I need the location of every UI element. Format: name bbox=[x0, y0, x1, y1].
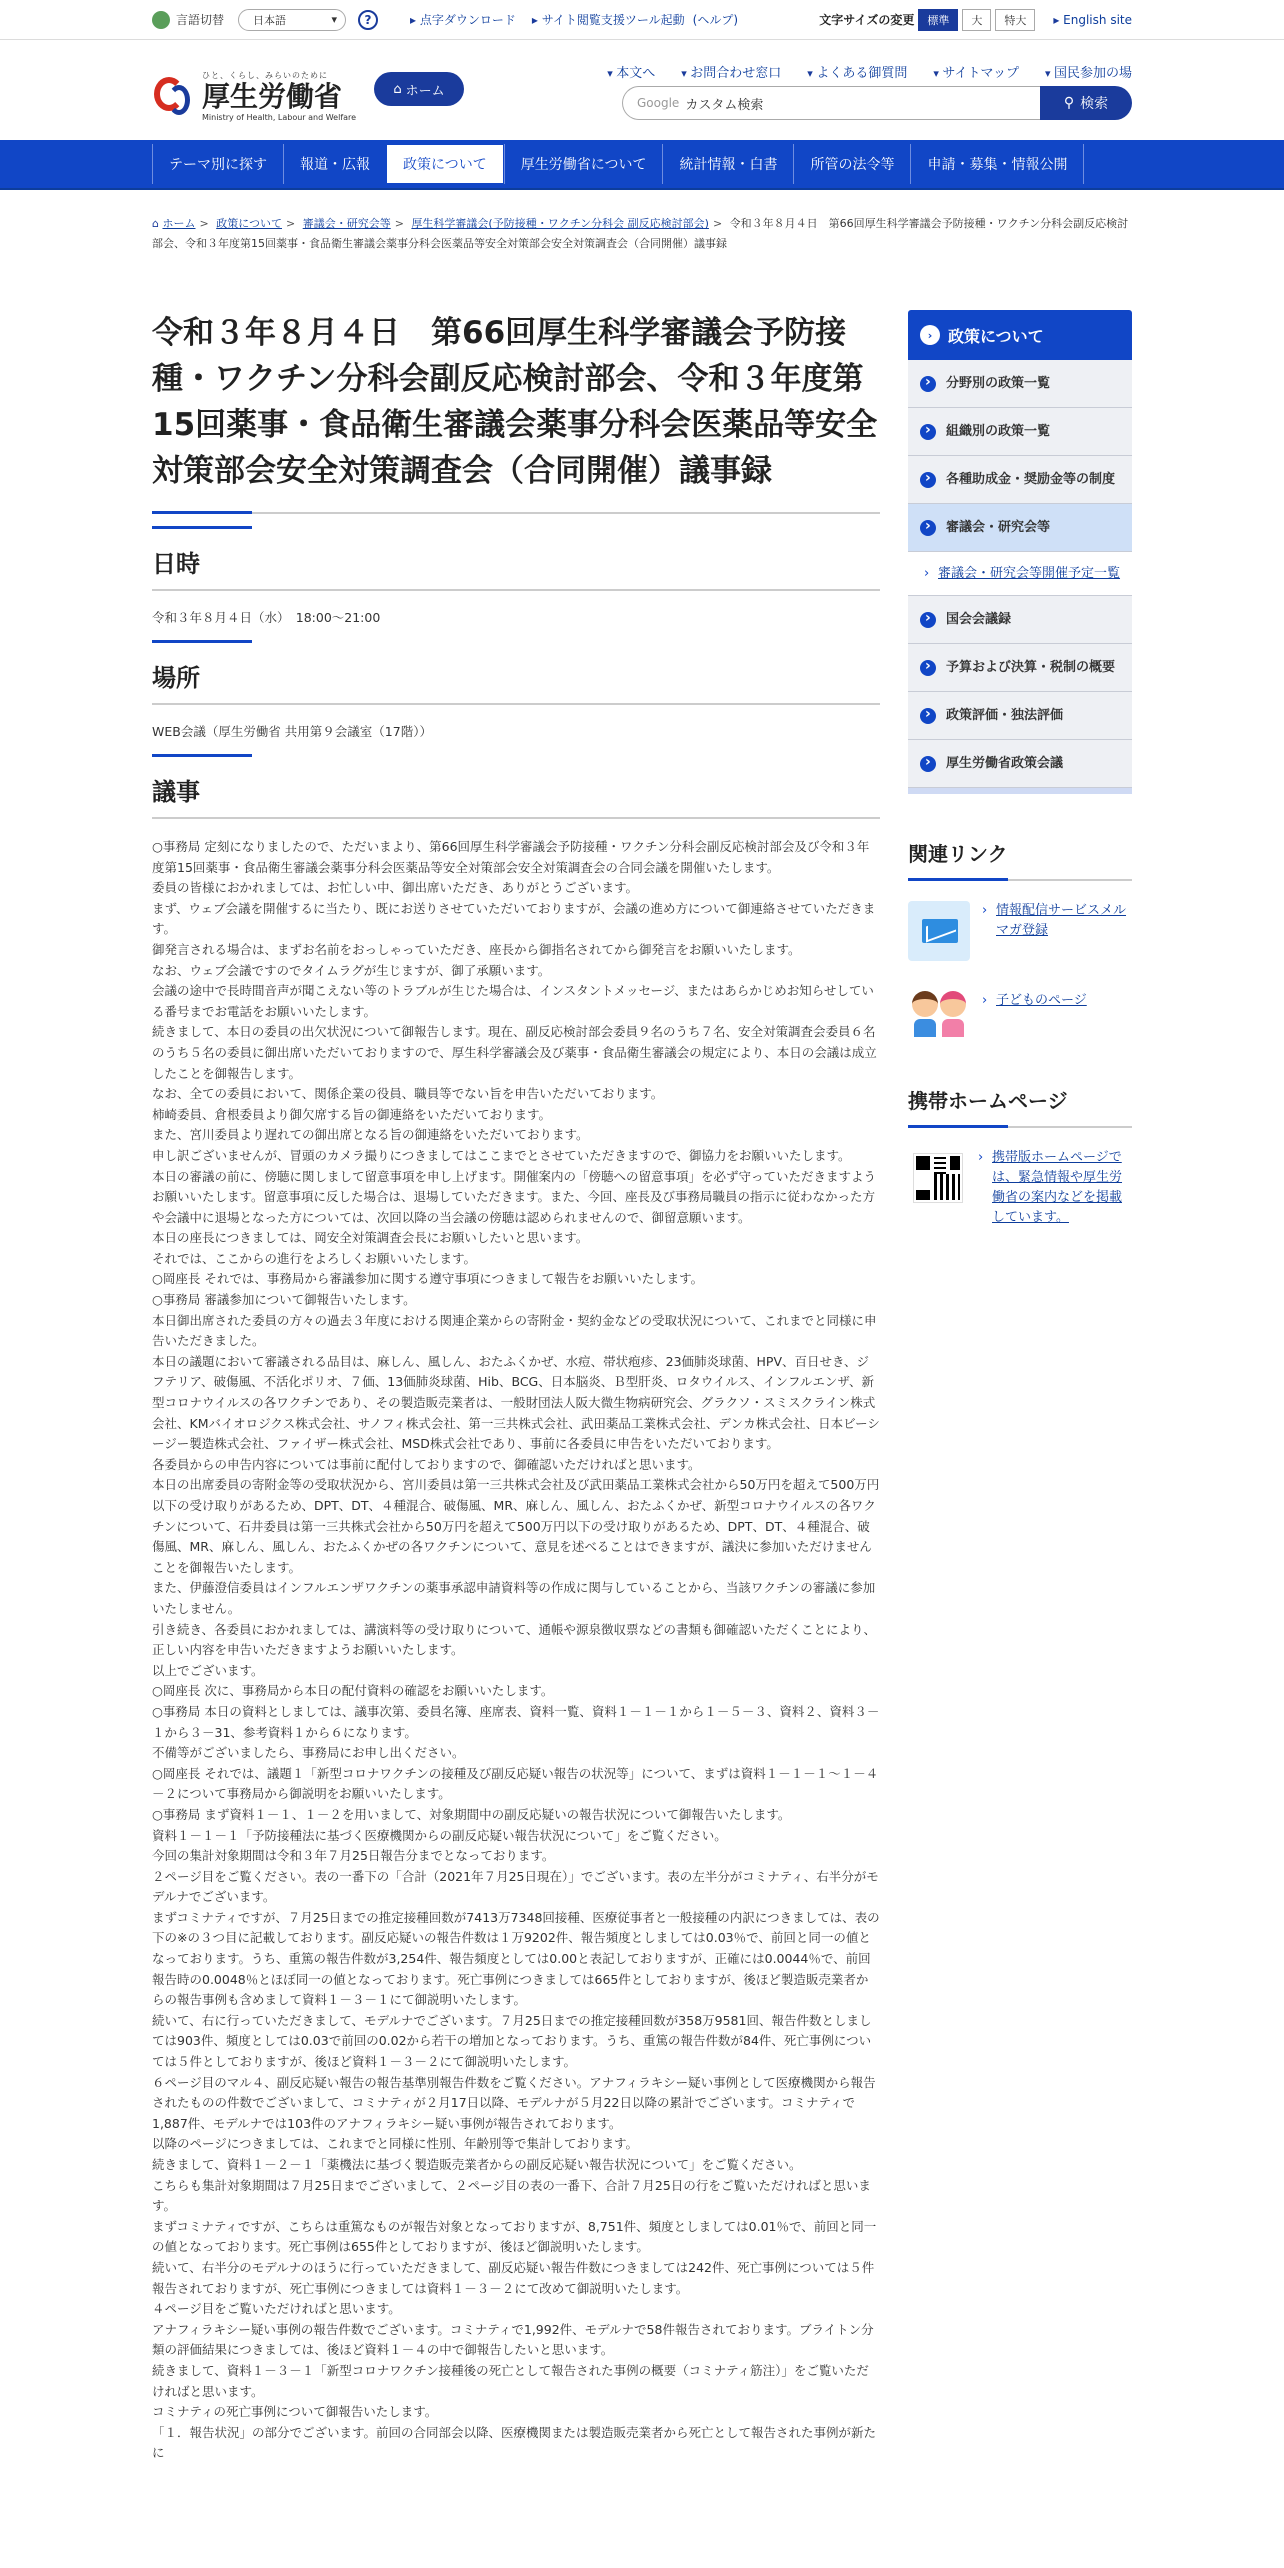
search-placeholder: カスタム検索 bbox=[685, 97, 764, 113]
minutes-paragraph: ○岡座長 それでは、事務局から審議参加に関する遵守事項につきまして報告をお願いいたします。 bbox=[152, 1271, 704, 1287]
minutes-paragraph: また、宮川委員より遅れての御出席となる旨の御連絡をいただいております。 bbox=[152, 1127, 589, 1143]
breadcrumb-councils[interactable]: 審議会・研究会等 bbox=[302, 217, 391, 230]
logo-title: 厚生労働省 bbox=[202, 80, 343, 113]
font-size-label: 文字サイズの変更 bbox=[819, 13, 915, 27]
search-input[interactable] bbox=[622, 86, 1040, 120]
help-link[interactable]: (ヘルプ) bbox=[692, 13, 739, 27]
minutes-paragraph: 引き続き、各委員におかれましては、講演料等の受け取りについて、通帳や源泉徴収票などの書類も御確認いただくことにより、正しい内容を申告いただきますようお願いいたします。 bbox=[152, 1621, 877, 1658]
minutes-section bbox=[152, 772, 880, 2464]
minutes-paragraph: ２ページ目をご覧ください。表の一番下の「合計（2021年７月25日現在）」でございます。表の左半分がコミナティ、右半分がモデルナでございます。 bbox=[152, 1868, 879, 1905]
sidebar-item-grants[interactable]: 各種助成金・奨励金等の制度 › bbox=[908, 456, 1132, 504]
site-header bbox=[0, 40, 1284, 140]
sidebar bbox=[908, 310, 1132, 2464]
mobile-heading: 携帯ホームページ bbox=[908, 1085, 1132, 1128]
minutes-paragraph: まずコミナティですが、７月25日までの推定接種回数が7413万7348回接種、医療従事者と一般接種の内訳につきましては、表の下の※の３つ目に記載しております。副反応疑いの報告件数は１万9202件、報告頻度としましては0.03％で、前回と同一の値となっております。うち、重篤の報告件数が3,254件、報告頻度としては0.00と表記しておりますが、正確には0.0044％で、前回報告時の0.0048％とほぼ同一の値となっております。死亡事例につきましては665件としておりますが、後ほど製造販売業者からの報告事例も含めまして資料１－３－１にて御説明いたします。 bbox=[152, 1909, 880, 2008]
minutes-paragraph: 本日の審議の前に、傍聴に関しまして留意事項を申し上げます。開催案内の「傍聴への留意事項」を必ず守っていただきますようお願いいたします。留意事項に反した場合は、退場していただきます。また、今回、座長及び事務局職員の指示に従わなかった方や会議中に退場となった方については、次回以降の当会議の傍聴は認められませんので、御留意願います。 bbox=[152, 1168, 877, 1225]
nav-applications[interactable]: 申請・募集・情報公開 bbox=[910, 144, 1084, 184]
font-size-xlarge-button[interactable]: 特大 bbox=[995, 9, 1035, 31]
main-content bbox=[152, 310, 880, 2464]
minutes-paragraph: 本日の議題において審議される品目は、麻しん、風しん、おたふくかぜ、水痘、帯状疱疹、23価肺炎球菌、HPV、百日せき、ジフテリア、破傷風、不活化ポリオ、７価、13価肺炎球菌、Hib、BCG、日本脳炎、Ｂ型肝炎、ロタウイルス、インフルエンザ、新型コロナウイルスの各ワクチンであり、その製造販売業者は、一般財団法人阪大微生物病研究会、グラクソ・スミスクライン株式会社、KMバイオロジクス株式会社、サノフィ株式会社、第一三共株式会社、武田薬品工業株式会社、デンカ株式会社、日本ビーシージー製造株式会社、ファイザー株式会社、MSD株式会社であり、事前に各委員に申告をいただいております。 bbox=[152, 1353, 880, 1452]
english-site-link[interactable]: ▸ English site bbox=[1053, 13, 1132, 27]
mobile-site-link[interactable]: 携帯版ホームページでは、緊急情報や厚生労働省の案内などを掲載しています。 bbox=[992, 1150, 1123, 1225]
global-nav bbox=[0, 140, 1284, 190]
sidebar-item-diet-records[interactable]: 国会会議録 › bbox=[908, 596, 1132, 644]
minutes-paragraph: まずコミナティですが、こちらは重篤なものが報告対象となっておりますが、8,751件、頻度としましては0.01％で、前回と同一の値となっております。死亡事例は655件としておりますが、後ほど御説明いたします。 bbox=[152, 2218, 877, 2255]
home-button[interactable] bbox=[374, 72, 464, 106]
chevron-right-icon: › bbox=[920, 325, 940, 345]
minutes-paragraph: ○岡座長 それでは、議題１「新型コロナワクチンの接種及び副反応疑い報告の状況等」について、まずは資料１－１－１～１－４－２について事務局から御説明をお願いいたします。 bbox=[152, 1765, 879, 1802]
minutes-paragraph: 続いて、右に行っていただきまして、モデルナでございます。７月25日までの推定接種回数が358万9581回、報告件数としましては903件、頻度としては0.03で前回の0.02から若干の増加となっております。うち、重篤の報告件数が84件、死亡事例については５件としておりますが、後ほど資料１－３－２にて御説明いたします。 bbox=[152, 2012, 872, 2070]
header-links bbox=[581, 62, 1132, 81]
children-icon[interactable] bbox=[908, 981, 970, 1041]
sidebar-heading-label: 政策について bbox=[948, 326, 1044, 346]
sidebar-item-by-org[interactable]: 組織別の政策一覧 › bbox=[908, 408, 1132, 456]
minutes-paragraph: コミナティの死亡事例について御報告いたします。 bbox=[152, 2404, 438, 2420]
minutes-paragraph: なお、全ての委員において、関係企業の役員、職員等でない旨を申告いただいております。 bbox=[152, 1086, 664, 1102]
minutes-paragraph: 柿崎委員、倉根委員より御欠席する旨の御連絡をいただいております。 bbox=[152, 1106, 552, 1122]
page-title: 令和３年８月４日 第66回厚生科学審議会予防接種・ワクチン分科会副反応検討部会、令和３年度第15回薬事・食品衛生審議会薬事分科会医薬品等安全対策部会安全対策調査会（合同開催）議事録 bbox=[152, 310, 880, 514]
language-switch-label: 言語切替 bbox=[176, 13, 225, 27]
minutes-paragraph: 本日の座長につきましては、岡安全対策調査会長にお願いしたいと思います。 bbox=[152, 1230, 589, 1246]
minutes-paragraph: 以降のページにつきましては、これまでと同様に性別、年齢別等で集計しております。 bbox=[152, 2136, 639, 2152]
minutes-paragraph: こちらも集計対象期間は７月25日までございまして、２ページ目の表の一番下、合計７月25日の行をご覧いただければと思います。 bbox=[152, 2177, 871, 2214]
minutes-paragraph: ６ページ目のマル４、副反応疑い報告の報告基準別報告件数をご覧ください。アナフィラキシー疑い事例として医療機関から報告されたものの件数でございまして、コミナティが２月17日以降、モデルナが５月22日以降の累計でございます。コミナティで1,887件、モデルナでは103件のアナフィラキシー疑い事例が報告されております。 bbox=[152, 2074, 876, 2131]
nav-press[interactable]: 報道・広報 bbox=[283, 144, 386, 184]
minutes-paragraph: ○事務局 まず資料１－１、１－２を用いまして、対象期間中の副反応疑いの報告状況について御報告いたします。 bbox=[152, 1806, 791, 1822]
nav-policy[interactable]: 政策について bbox=[386, 144, 504, 184]
faq-link[interactable]: ▾ よくある御質問 bbox=[807, 62, 907, 81]
mailmag-link[interactable]: 情報配信サービスメルマガ登録 bbox=[996, 903, 1127, 938]
chevron-down-icon: ▾ bbox=[331, 13, 338, 26]
minutes-paragraph: 続きまして、資料１－３－１「新型コロナワクチン接種後の死亡として報告された事例の概要（コミナティ筋注）」をご覧いただければと思います。 bbox=[152, 2362, 869, 2399]
breadcrumb: ⌂ ホーム > 政策について > 審議会・研究会等 > 厚生科学審議会(予防接種・ワクチン分科会 副反応検討部会) > 令和３年８月４日 第66回厚生科学審議会予防接種・ワクチン分科会副反応検討部会、令和３年度第15回薬事・食品衛生審議会薬事分科会医薬品等安全対策部会安全対策調査会（合同開催）議事録 bbox=[152, 217, 1129, 250]
browsing-support-link[interactable]: ▸ サイト閲覧支援ツール起動 bbox=[532, 11, 685, 28]
minutes-paragraph: ○事務局 審議参加について御報告いたします。 bbox=[152, 1292, 416, 1308]
search-button-label: 検索 bbox=[1080, 96, 1109, 112]
sidebar-sub-schedule bbox=[908, 552, 1132, 596]
logo-mark-icon bbox=[152, 71, 196, 121]
place-section bbox=[152, 658, 880, 742]
sidebar-item-policy-council[interactable]: 厚生労働省政策会議 › bbox=[908, 740, 1132, 788]
datetime-text: 令和３年８月４日（水） 18:00～21:00 bbox=[152, 610, 381, 625]
house-icon: ⌂ bbox=[152, 217, 159, 230]
minutes-paragraph: まず、ウェブ会議を開催するに当たり、既にお送りさせていただいておりますが、会議の進め方について御連絡させていただきます。 bbox=[152, 900, 876, 937]
language-select[interactable] bbox=[238, 9, 346, 31]
minutes-paragraph: 会議の途中で長時間音声が聞こえない等のトラブルが生じた場合は、インスタントメッセージ、またはあらかじめお知らせしている番号までお電話をお願いいたします。 bbox=[152, 983, 874, 1019]
minutes-paragraph: 続いて、右半分のモデルナのほうに行っていただきまして、副反応疑い報告件数につきましては242件、死亡事例については５件報告されておりますが、死亡事例につきましては資料１－３－２にて改めて御説明いたします。 bbox=[152, 2259, 875, 2296]
datetime-heading: 日時 bbox=[152, 544, 880, 591]
minutes-paragraph: ○事務局 本日の資料としましては、議事次第、委員名簿、座席表、資料一覧、資料１－１－１から１－５－３、資料２、資料３－１から３－31、参考資料１から６になります。 bbox=[152, 1703, 880, 1740]
related-item-mailmag bbox=[908, 901, 1132, 961]
minutes-paragraph: 資料１－１－１「予防接種法に基づく医療機関からの副反応疑い報告状況について」をご覧ください。 bbox=[152, 1827, 727, 1843]
minutes-paragraph: 本日御出席された委員の方々の過去３年度における関連企業からの寄附金・契約金などの受取状況について、これまでと同様に申告いただきました。 bbox=[152, 1312, 877, 1349]
public-participation-link[interactable]: ▾ 国民参加の場 bbox=[1045, 62, 1132, 81]
minutes-heading: 議事 bbox=[152, 772, 880, 819]
nav-statistics[interactable]: 統計情報・白書 bbox=[662, 144, 793, 184]
qr-code-icon bbox=[914, 1154, 962, 1202]
logo-tagline: ひと、くらし、みらいのために bbox=[202, 71, 328, 80]
minutes-paragraph: アナフィラキシー疑い事例の報告件数でございます。コミナティで1,992件、モデルナで58件報告されております。ブライトン分類の評価結果につきましては、後ほど資料１－４の中で御報告したいと思います。 bbox=[152, 2321, 874, 2358]
sidebar-item-councils[interactable]: 審議会・研究会等 › bbox=[908, 504, 1132, 552]
minutes-paragraph: 各委員からの申告内容については事前に配付しておりますので、御確認いただければと思います。 bbox=[152, 1456, 701, 1472]
utility-bar bbox=[0, 0, 1284, 40]
breadcrumb-home[interactable]: ホーム bbox=[162, 217, 196, 230]
minutes-paragraph: 以上でございます。 bbox=[152, 1662, 264, 1678]
font-size-standard-button[interactable]: 標準 bbox=[918, 9, 958, 31]
minutes-paragraph: 続きまして、資料１－２－１「薬機法に基づく製造販売業者からの副反応疑い報告状況について」をご覧ください。 bbox=[152, 2157, 802, 2172]
minutes-paragraph: 続きまして、本日の委員の出欠状況について御報告します。現在、副反応検討部会委員９名のうち７名、安全対策調査会委員６名のうち５名の委員に御出席いただいておりますので、厚生科学審議会及び薬事・食品衛生審議会の規定により、本日の会議は成立したことを御報告します。 bbox=[152, 1024, 877, 1081]
nav-about[interactable]: 厚生労働省について bbox=[504, 144, 663, 184]
house-icon: ⌂ bbox=[393, 81, 402, 97]
skip-to-content-link[interactable]: ▾ 本文へ bbox=[607, 62, 655, 81]
minutes-paragraph: 本日の出席委員の寄附金等の受取状況から、宮川委員は第一三共株式会社及び武田薬品工業株式会社から50万円を超えて500万円以下の受け取りがあるため、DPT、DT、４種混合、破傷風、MR、麻しん、風しん、おたふくかぜ、新型コロナウイルスの各ワクチンについて、石井委員は第一三共株式会社から50万円を超えて500万円以下の受け取りがあるため、DPT、DT、４種混合、破傷風、MR、麻しん、風しん、おたふくかぜの各ワクチンについて、意見を述べることはできますが、議決に参加いただけませんことを御報告いたします。 bbox=[152, 1477, 880, 1575]
home-label: ホーム bbox=[405, 83, 445, 99]
sidebar-item-budget[interactable]: 予算および決算・税制の概要 › bbox=[908, 644, 1132, 692]
minutes-paragraph: ○岡座長 次に、事務局から本日の配付資料の確認をお願いいたします。 bbox=[152, 1683, 554, 1699]
minutes-paragraph: 今回の集計対象期間は令和３年７月25日報告分までとなっております。 bbox=[152, 1848, 555, 1864]
minutes-paragraph: 御発言される場合は、まずお名前をおっしゃっていただき、座長から御指名されてから御発言をお願いいたします。 bbox=[152, 941, 801, 957]
related-item-kids bbox=[908, 981, 1132, 1041]
nav-laws[interactable]: 所管の法令等 bbox=[793, 144, 910, 184]
logo-english: Ministry of Health, Labour and Welfare bbox=[202, 113, 357, 122]
globe-icon bbox=[152, 11, 170, 29]
help-icon[interactable]: ? bbox=[358, 10, 378, 30]
kids-page-link[interactable]: 子どものページ bbox=[996, 993, 1087, 1008]
sidebar-footer-bar bbox=[908, 788, 1132, 794]
mobile-item bbox=[908, 1148, 1132, 1228]
minutes-paragraph: 委員の皆様におかれましては、お忙しい中、御出席いただき、ありがとうございます。 bbox=[152, 880, 639, 896]
content-area bbox=[0, 310, 1284, 2464]
breadcrumb-current: 令和３年８月４日 第66回厚生科学審議会予防接種・ワクチン分科会副反応検討部会、令和３年度第15回薬事・食品衛生審議会薬事分科会医薬品等安全対策部会安全対策調査会（合同開催）議事録 bbox=[152, 217, 1129, 250]
sidebar-sub-schedule-link[interactable]: 審議会・研究会等開催予定一覧 bbox=[938, 566, 1121, 581]
minutes-paragraph: ○事務局 定刻になりましたので、ただいまより、第66回厚生科学審議会予防接種・ワクチン分科会副反応検討部会及び令和３年度第15回薬事・食品衛生審議会薬事分科会医薬品等安全対策部会安全対策調査会の合同会議を開催いたします。 bbox=[152, 839, 870, 875]
sidebar-item-evaluation[interactable]: 政策評価・独法評価 › bbox=[908, 692, 1132, 740]
braille-download-link[interactable]: ▸ 点字ダウンロード bbox=[410, 11, 516, 28]
envelope-icon[interactable] bbox=[908, 901, 970, 961]
minutes-paragraph: ４ページ目をご覧いただければと思います。 bbox=[152, 2301, 401, 2317]
search-form bbox=[622, 86, 1132, 120]
contact-link[interactable]: ▾ お問合わせ窓口 bbox=[681, 62, 781, 81]
place-text: WEB会議（厚生労働省 共用第９会議室（17階）） bbox=[152, 724, 432, 739]
sidebar-item-by-field[interactable]: 分野別の政策一覧 › bbox=[908, 360, 1132, 408]
minutes-paragraph: 「１．報告状況」の部分でございます。前回の合同部会以降、医療機関または製造販売業者から死亡として報告された事例が新たに bbox=[152, 2424, 877, 2461]
font-size-large-button[interactable]: 大 bbox=[962, 9, 991, 31]
breadcrumb-council-page[interactable]: 厚生科学審議会(予防接種・ワクチン分科会 副反応検討部会) bbox=[411, 217, 709, 230]
datetime-section bbox=[152, 544, 880, 628]
nav-themes[interactable]: テーマ別に探す bbox=[152, 144, 283, 184]
minutes-paragraph: 不備等がございましたら、事務局にお申し出ください。 bbox=[152, 1745, 465, 1761]
google-brand: Google bbox=[637, 96, 680, 110]
place-heading: 場所 bbox=[152, 658, 880, 705]
sitemap-link[interactable]: ▾ サイトマップ bbox=[933, 62, 1019, 81]
language-value: 日本語 bbox=[253, 13, 287, 27]
breadcrumb-policy[interactable]: 政策について bbox=[216, 217, 282, 230]
minutes-paragraph: それでは、ここからの進行をよろしくお願いいたします。 bbox=[152, 1250, 477, 1266]
related-links-heading: 関連リンク bbox=[908, 838, 1132, 881]
minutes-paragraph: また、伊藤澄信委員はインフルエンザワクチンの薬事承認申請資料等の作成に関与していることから、当該ワクチンの審議に参加いたしません。 bbox=[152, 1580, 876, 1616]
minutes-body bbox=[152, 837, 880, 2464]
search-icon: ⚲ bbox=[1063, 95, 1075, 111]
search-button[interactable] bbox=[1040, 86, 1132, 120]
minutes-paragraph: なお、ウェブ会議ですのでタイムラグが生じますが、御了承願います。 bbox=[152, 962, 551, 978]
sidebar-heading[interactable] bbox=[908, 310, 1132, 360]
minutes-paragraph: 申し訳ございませんが、冒頭のカメラ撮りにつきましてはここまでとさせていただきますので、御協力をお願いいたします。 bbox=[152, 1147, 851, 1163]
